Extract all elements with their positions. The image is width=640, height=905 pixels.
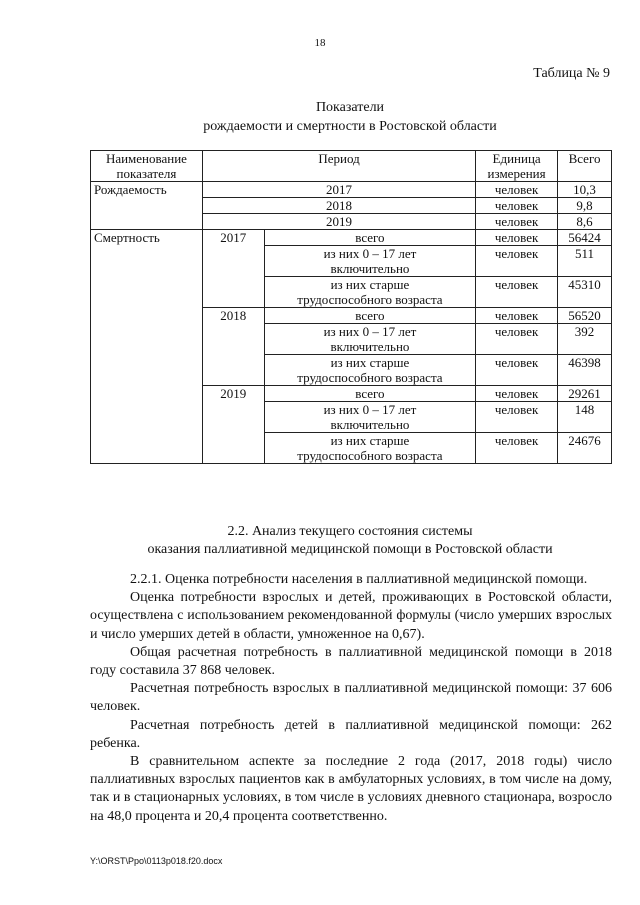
births-label: Рождаемость [91,182,203,230]
value-cell: 45310 [558,277,612,308]
unit-cell: человек [476,214,558,230]
section-title [0,523,640,559]
subcategory-cell: всего [264,386,475,402]
table-heading-line2: рождаемости и смертности в Ростовской области [203,119,497,134]
unit-cell: человек [476,324,558,355]
subcategory-cell: всего [264,230,475,246]
unit-cell: человек [476,386,558,402]
unit-cell: человек [476,198,558,214]
header-total: Всего [558,151,612,182]
births-year: 2017 [202,182,475,198]
table-row [91,230,612,246]
births-year: 2019 [202,214,475,230]
table-row [91,182,612,198]
header-indicator: Наименование показателя [91,151,203,182]
paragraph: Общая расчетная потребность в паллиативной медицинской помощи в 2018 году составила 37 868 человек. [90,644,612,679]
subcategory-cell: из них 0 – 17 лет включительно [264,402,475,433]
demographics-table [90,150,612,464]
value-cell: 46398 [558,355,612,386]
value-cell: 392 [558,324,612,355]
page-number: 18 [314,37,326,49]
paragraph: Расчетная потребность взрослых в паллиативной медицинской помощи: 37 606 человек. [90,681,612,715]
value-cell: 24676 [558,433,612,464]
deaths-year: 2017 [202,230,264,308]
paragraph: Оценка потребности взрослых и детей, проживающих в Ростовской области, осуществлена с использованием рекомендованной формулы (число умерших взрослых и число умерших детей в области, умноженное на 0,67). [90,590,612,642]
subcategory-cell: из них 0 – 17 лет включительно [264,246,475,277]
table-header-row [91,151,612,182]
deaths-year: 2018 [202,308,264,386]
header-period: Период [202,151,475,182]
value-cell: 56424 [558,230,612,246]
value-cell: 148 [558,402,612,433]
section-title-line1: 2.2. Анализ текущего состояния системы [227,524,473,539]
value-cell: 10,3 [558,182,612,198]
unit-cell: человек [476,230,558,246]
unit-cell: человек [476,277,558,308]
unit-cell: человек [476,246,558,277]
paragraph: В сравнительном аспекте за последние 2 года (2017, 2018 годы) число паллиативных взрослых пациентов как в амбулаторных условиях, в том числе на дому, так и в стационарных условиях, в том числе в условиях дневного стационара, возросло на 48,0 процента и 20,4 процента соответственно. [90,754,612,824]
header-unit: Единица измерения [476,151,558,182]
subcategory-cell: из них старше трудоспособного возраста [264,433,475,464]
section-title-line2: оказания паллиативной медицинской помощи в Ростовской области [147,542,553,557]
unit-cell: человек [476,433,558,464]
subcategory-cell: из них старше трудоспособного возраста [264,355,475,386]
table-heading-line1: Показатели [315,100,385,115]
subcategory-cell: всего [264,308,475,324]
unit-cell: человек [476,402,558,433]
unit-cell: человек [476,308,558,324]
value-cell: 9,8 [558,198,612,214]
table-heading [0,98,640,136]
file-path-footer: Y:\ORST\Ppo\0113p018.f20.docx [90,856,223,866]
births-year: 2018 [202,198,475,214]
value-cell: 8,6 [558,214,612,230]
value-cell: 29261 [558,386,612,402]
paragraph: Расчетная потребность детей в паллиативной медицинской помощи: 262 ребенка. [90,717,612,751]
value-cell: 511 [558,246,612,277]
unit-cell: человек [476,355,558,386]
deaths-year: 2019 [202,386,264,464]
deaths-label: Смертность [91,230,203,464]
unit-cell: человек [476,182,558,198]
body-text [90,571,612,826]
subcategory-cell: из них старше трудоспособного возраста [264,277,475,308]
table-label: Таблица № 9 [533,66,610,81]
value-cell: 56520 [558,308,612,324]
subcategory-cell: из них 0 – 17 лет включительно [264,324,475,355]
paragraph: 2.2.1. Оценка потребности населения в паллиативной медицинской помощи. [130,572,588,587]
